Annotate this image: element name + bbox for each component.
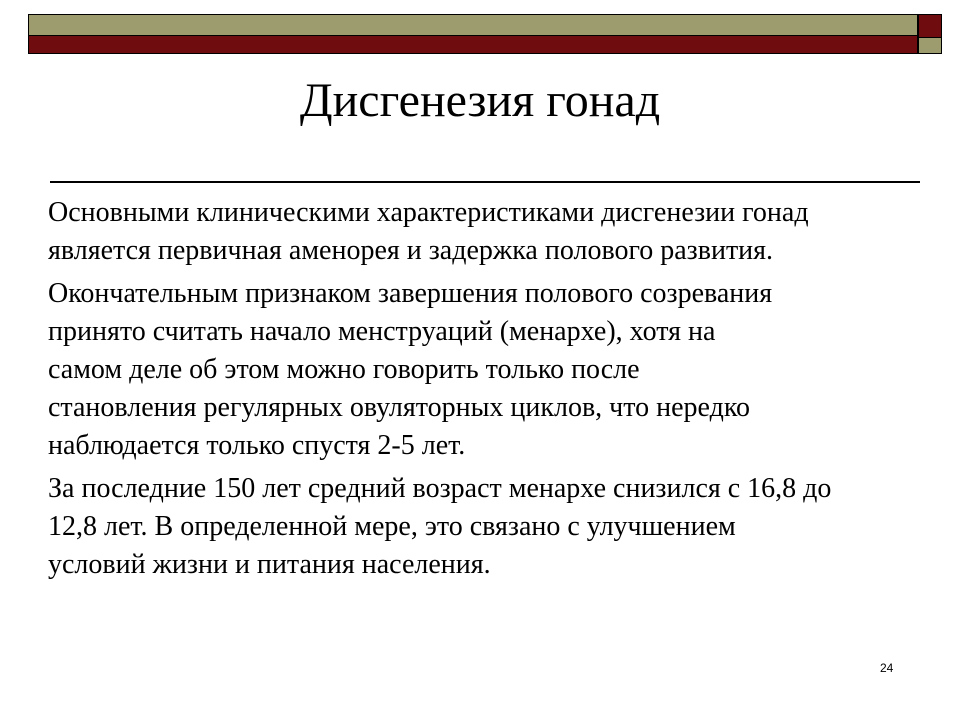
paragraph-2 (48, 275, 948, 465)
paragraph-line: становления регулярных овуляторных циклов, что нередко (48, 392, 751, 423)
slide-body (48, 194, 948, 589)
header-decoration-bar (28, 14, 918, 54)
paragraph-line: 12,8 лет. В определенной мере, это связано с улучшением (48, 511, 736, 542)
title-divider (50, 181, 920, 183)
paragraph-line: Основными клиническими характеристиками дисгенезии гонад (48, 197, 809, 228)
corner-olive-square (918, 38, 942, 54)
paragraph-3 (48, 470, 948, 584)
header-olive-band (28, 14, 918, 36)
paragraph-line: Окончательным признаком завершения полового созревания (48, 278, 773, 309)
paragraph-line: принято считать начало менструаций (менархе), хотя на (48, 316, 716, 347)
paragraph-line: является первичная аменорея и задержка полового развития. (48, 235, 774, 266)
header-red-band (28, 36, 918, 54)
slide-title: Дисгенезия гонад (299, 74, 661, 127)
paragraph-1 (48, 194, 948, 270)
paragraph-line: условий жизни и питания населения. (48, 549, 491, 580)
paragraph-line: За последние 150 лет средний возраст менархе снизился с 16,8 до (48, 473, 832, 504)
paragraph-line: самом деле об этом можно говорить только после (48, 354, 640, 385)
paragraph-line: наблюдается только спустя 2-5 лет. (48, 430, 466, 461)
corner-red-square (918, 14, 942, 38)
page-number: 24 (880, 661, 894, 675)
corner-decoration (918, 14, 942, 54)
